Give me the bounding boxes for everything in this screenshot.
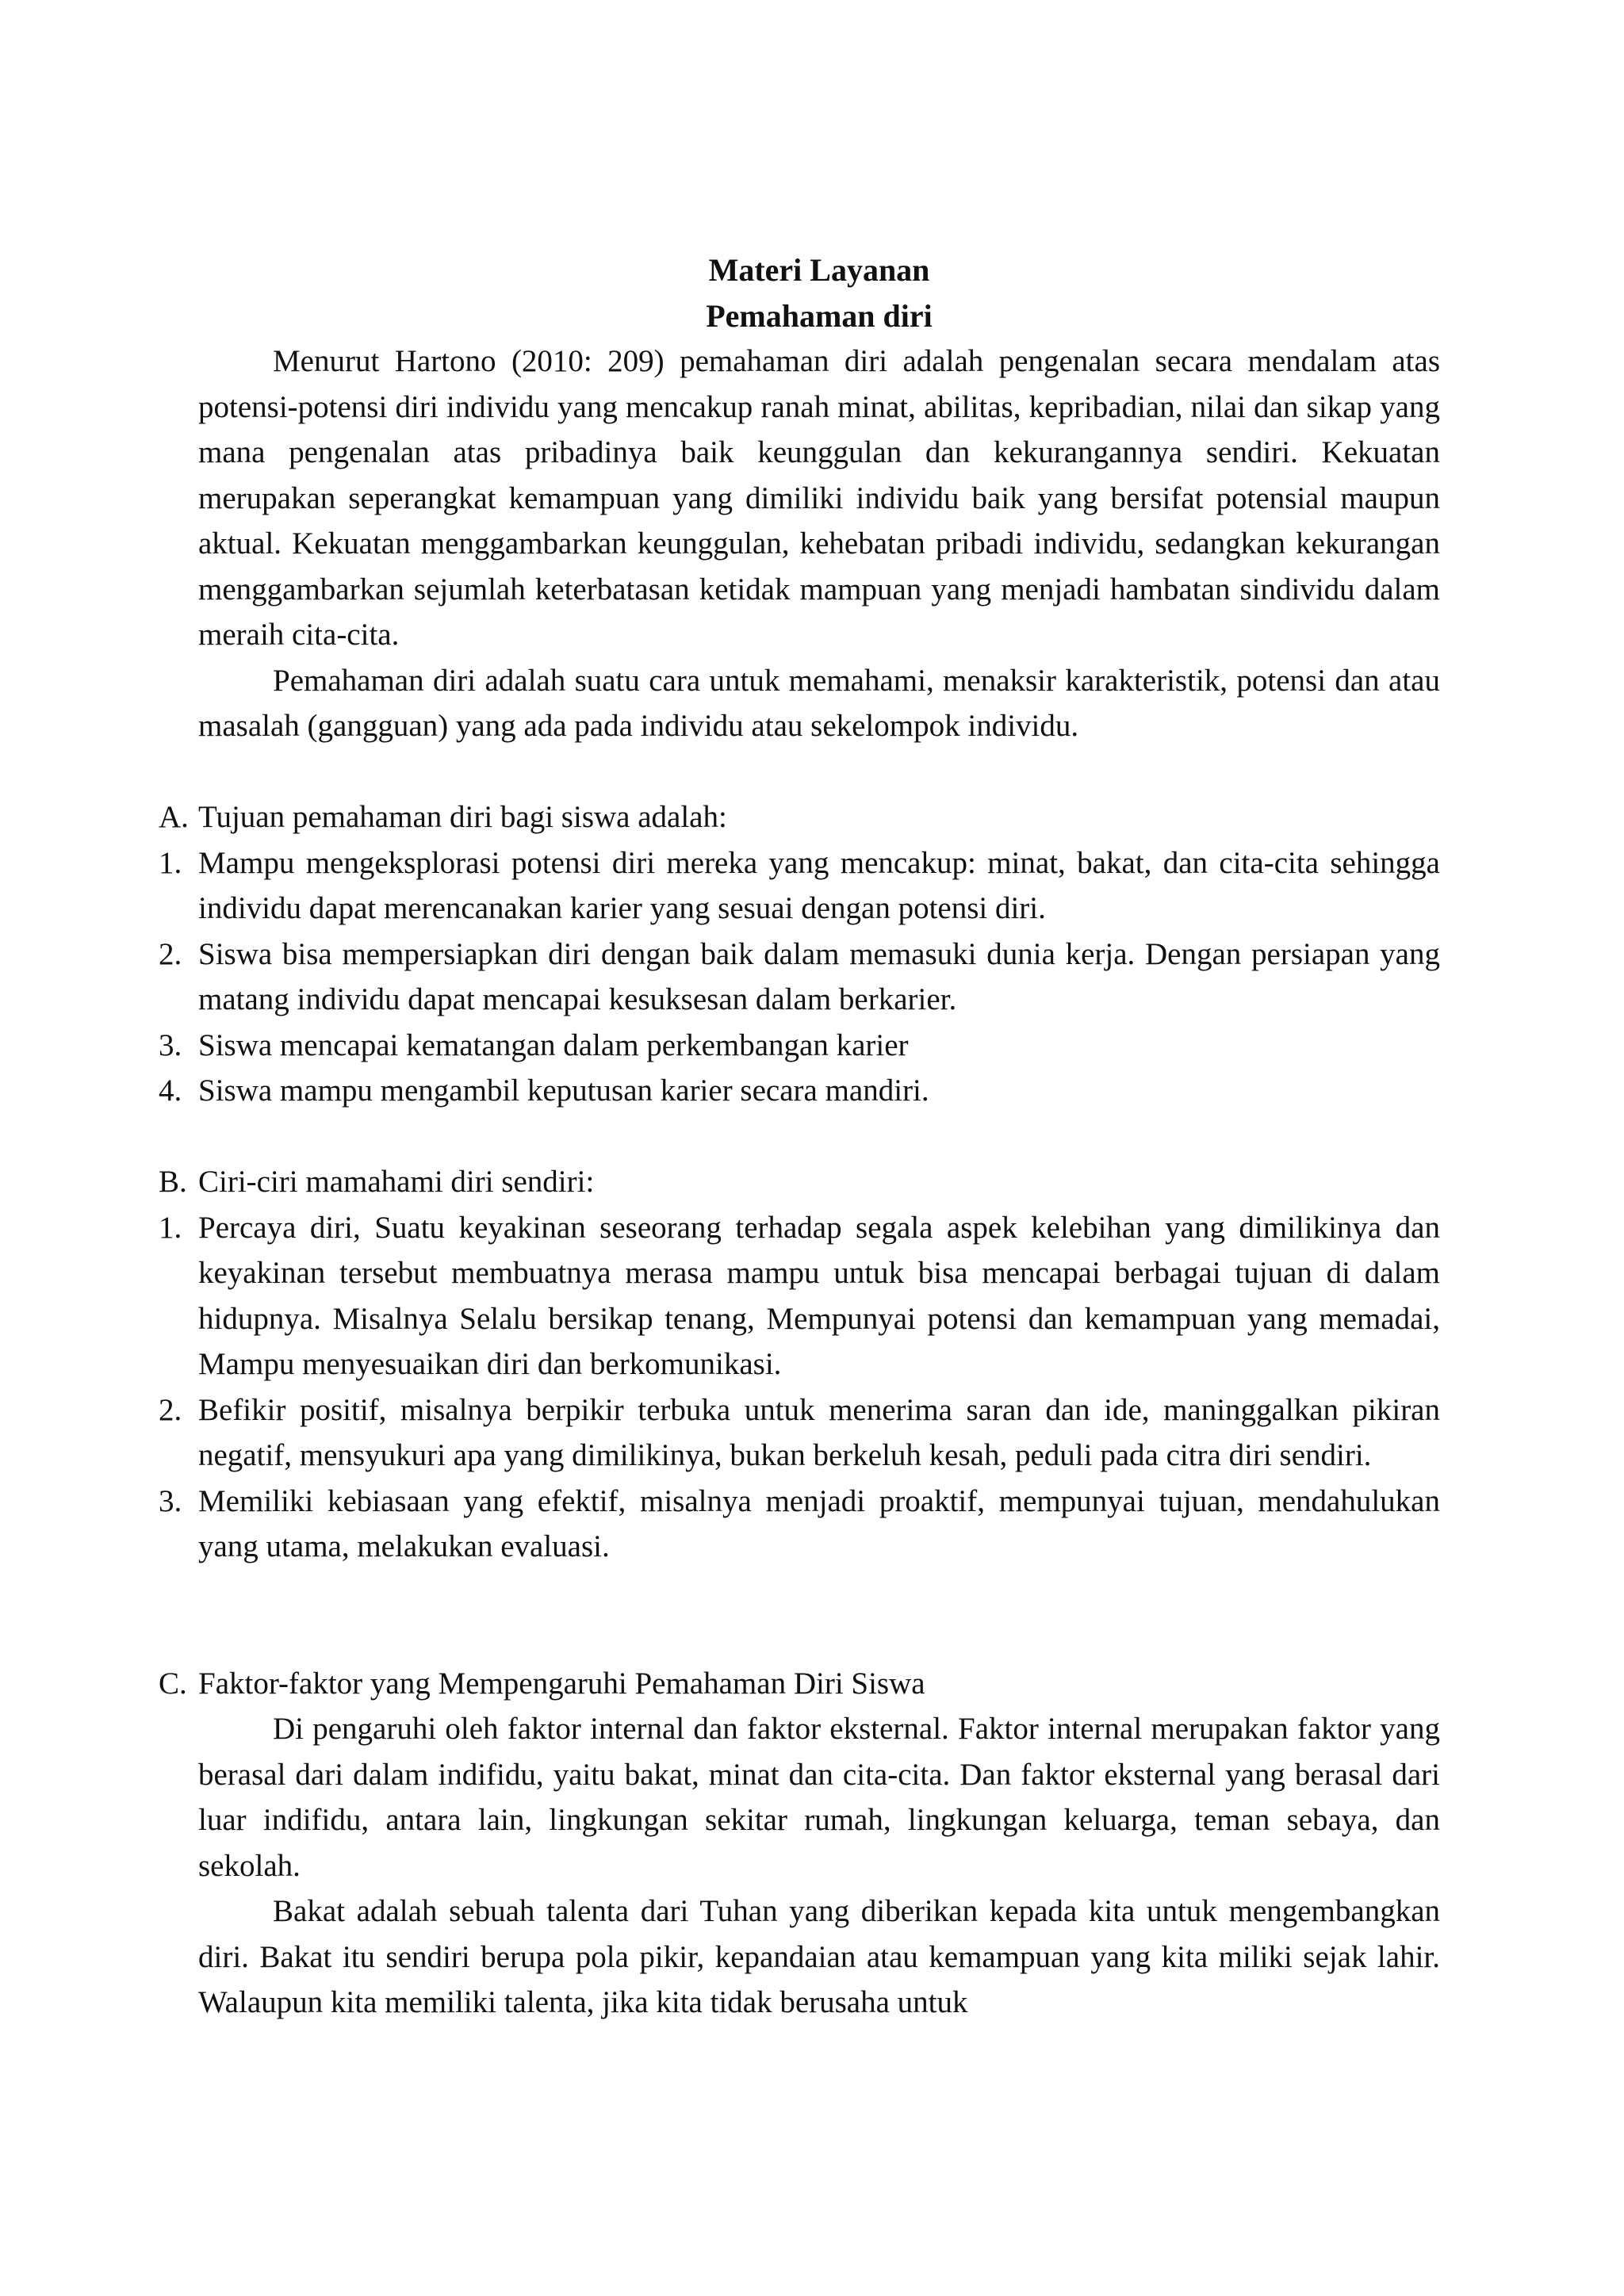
section-a-heading-text: Tujuan pemahaman diri bagi siswa adalah: (198, 800, 727, 834)
section-a-list (159, 840, 1440, 1114)
list-item (159, 1205, 1440, 1387)
list-item-number: 1. (159, 845, 182, 880)
list-item-text: Mampu mengeksplorasi potensi diri mereka yang mencakup: minat, bakat, dan cita-cita sehingga individu dapat merencanakan karier yang sesuai dengan potensi diri. (198, 845, 1440, 925)
spacer (159, 1114, 1440, 1160)
list-item-text: Siswa bisa mempersiapkan diri dengan baik dalam memasuki dunia kerja. Dengan persiapan yang matang individu dapat mencapai kesuksesan dalam berkarier. (198, 936, 1440, 1016)
section-c-paragraph-1: Di pengaruhi oleh faktor internal dan faktor eksternal. Faktor internal merupakan faktor yang berasal dari dalam indifidu, yaitu bakat, minat dan cita-cita. Dan faktor eksternal yang berasal dari luar indifidu, antara lain, lingkungan sekitar rumah, lingkungan keluarga, teman sebaya, dan sekolah. (198, 1712, 1440, 1883)
list-item (159, 932, 1440, 1023)
section-c-heading-text: Faktor-faktor yang Mempengaruhi Pemahaman Diri Siswa (198, 1666, 925, 1701)
list-item-number: 4. (159, 1073, 182, 1108)
section-b-heading-text: Ciri-ciri mamahami diri sendiri: (198, 1165, 595, 1199)
intro-block (198, 339, 1440, 749)
list-item-number: 1. (159, 1210, 182, 1245)
spacer (159, 749, 1440, 795)
list-item-text: Percaya diri, Suatu keyakinan seseorang terhadap segala aspek kelebihan yang dimilikinya dan keyakinan tersebut membuatnya merasa mampu untuk bisa mencapai berbagai tujuan di dalam hidupnya. Misalnya Selalu bersikap tenang, Mempunyai potensi dan kemampuan yang memadai, Mampu menyesuaikan diri dan berkomunikasi. (198, 1210, 1440, 1381)
section-b-heading (159, 1159, 1440, 1205)
list-item-number: 2. (159, 1392, 182, 1427)
section-a-letter: A. (159, 800, 189, 834)
list-item-number: 3. (159, 1027, 182, 1062)
section-c-body (198, 1706, 1440, 2026)
spacer (159, 1570, 1440, 1661)
list-item (159, 1068, 1440, 1114)
list-item-number: 2. (159, 936, 182, 971)
list-item-text: Siswa mampu mengambil keputusan karier secara mandiri. (198, 1073, 929, 1108)
list-item (159, 1023, 1440, 1069)
section-c-paragraph-2: Bakat adalah sebuah talenta dari Tuhan yang diberikan kepada kita untuk mengembangkan diri. Bakat itu sendiri berupa pola pikir, kepandaian atau kemampuan yang kita miliki sejak lahir. Walaupun kita memiliki talenta, jika kita tidak berusaha untuk (198, 1894, 1440, 2019)
list-item (159, 1387, 1440, 1479)
document-title: Materi Layanan (708, 252, 930, 288)
intro-paragraph-1: Menurut Hartono (2010: 209) pemahaman diri adalah pengenalan secara mendalam atas potensi-potensi diri individu yang mencakup ranah minat, abilitas, kepribadian, nilai dan sikap yang mana pengenalan atas pribadinya baik keunggulan dan kekurangannya sendiri. Kekuatan merupakan seperangkat kemampuan yang dimiliki individu baik yang bersifat potensial maupun aktual. Kekuatan menggambarkan keunggulan, kehebatan pribadi individu, sedangkan kekurangan menggambarkan sejumlah keterbatasan ketidak mampuan yang menjadi hambatan sindividu dalam meraih cita-cita. (198, 344, 1440, 652)
list-item (159, 1479, 1440, 1570)
list-item-text: Siswa mencapai kematangan dalam perkembangan karier (198, 1027, 909, 1062)
list-item (159, 840, 1440, 932)
section-b-letter: B. (159, 1165, 187, 1199)
section-a-heading (159, 794, 1440, 840)
list-item-text: Befikir positif, misalnya berpikir terbuka untuk menerima saran dan ide, maninggalkan pikiran negatif, mensyukuri apa yang dimilikinya, bukan berkeluh kesah, peduli pada citra diri sendiri. (198, 1392, 1440, 1472)
section-c-letter: C. (159, 1666, 187, 1701)
list-item-number: 3. (159, 1483, 182, 1518)
intro-paragraph-2: Pemahaman diri adalah suatu cara untuk memahami, menaksir karakteristik, potensi dan atau masalah (gangguan) yang ada pada individu atau sekelompok individu. (198, 663, 1440, 743)
section-b-list (159, 1205, 1440, 1570)
list-item-text: Memiliki kebiasaan yang efektif, misalnya menjadi proaktif, mempunyai tujuan, mendahulukan yang utama, melakukan evaluasi. (198, 1483, 1440, 1563)
section-c-heading (159, 1661, 1440, 1707)
document-subtitle: Pemahaman diri (706, 297, 933, 334)
